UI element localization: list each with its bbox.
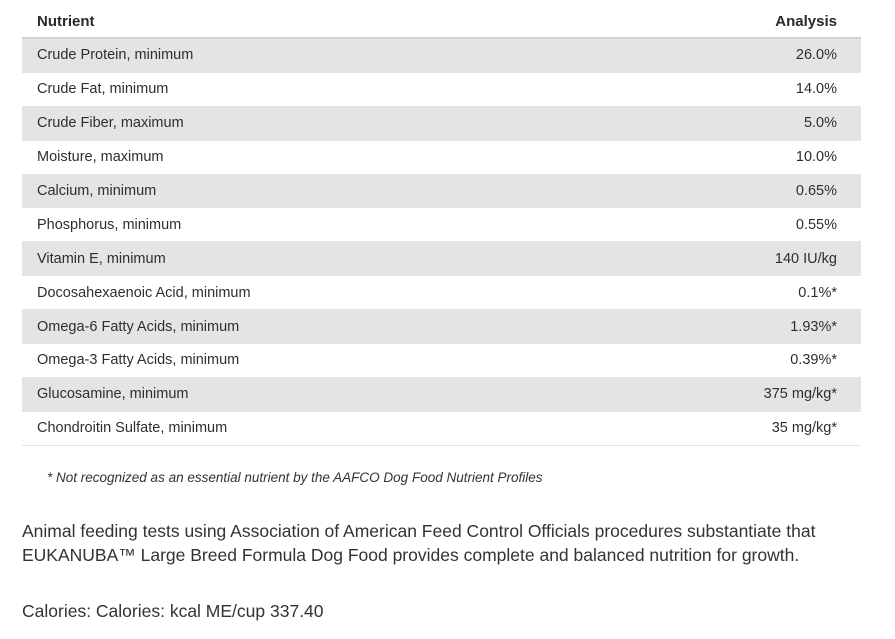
nutrient-value: 10.0% xyxy=(795,149,837,166)
nutrient-name: Crude Protein, minimum xyxy=(37,47,194,64)
nutrient-name: Glucosamine, minimum xyxy=(37,386,189,403)
table-row xyxy=(22,276,861,310)
nutrient-name: Vitamin E, minimum xyxy=(37,250,166,267)
nutrient-name: Calcium, minimum xyxy=(37,183,157,199)
nutrient-name: Chondroitin Sulfate, minimum xyxy=(37,420,228,437)
table-row xyxy=(22,141,861,175)
nutrient-value: 14.0% xyxy=(795,81,837,98)
footnote: * Not recognized as an essential nutrient by the AAFCO Dog Food Nutrient Profiles xyxy=(47,470,543,485)
nutrient-value: 35 mg/kg* xyxy=(771,420,837,437)
table-row xyxy=(22,39,861,73)
nutrient-name: Omega-3 Fatty Acids, minimum xyxy=(37,352,240,369)
nutrient-value: 0.55% xyxy=(795,216,837,233)
nutrient-value: 375 mg/kg* xyxy=(763,386,837,403)
nutrient-value: 1.93%* xyxy=(790,318,837,335)
nutrient-name: Crude Fiber, maximum xyxy=(37,115,184,132)
table-row xyxy=(22,310,861,344)
table-row xyxy=(22,208,861,242)
nutrient-value: 5.0% xyxy=(803,115,837,132)
calories-info: Calories: Calories: kcal ME/cup 337.40 xyxy=(22,601,324,621)
table-row xyxy=(22,344,861,378)
table-body xyxy=(22,39,861,446)
nutrient-value: 140 IU/kg xyxy=(774,250,837,267)
table-row xyxy=(22,107,861,141)
nutrient-name: Docosahexaenoic Acid, minimum xyxy=(37,284,251,301)
nutrient-name: Moisture, maximum xyxy=(37,149,164,166)
table-row xyxy=(22,242,861,276)
header-nutrient: Nutrient xyxy=(37,13,95,30)
table-row xyxy=(22,378,861,412)
nutrient-name: Crude Fat, minimum xyxy=(37,81,169,98)
table-row xyxy=(22,412,861,446)
nutrient-name: Omega-6 Fatty Acids, minimum xyxy=(37,318,240,335)
nutrient-name: Phosphorus, minimum xyxy=(37,216,182,233)
table-row xyxy=(22,73,861,107)
nutrient-value: 0.1%* xyxy=(798,284,837,301)
nutrient-analysis-table xyxy=(22,6,861,446)
table-header xyxy=(22,6,861,39)
nutrient-value: 26.0% xyxy=(795,47,837,64)
table-row xyxy=(22,175,861,209)
nutrient-value: 0.65% xyxy=(795,183,837,199)
aafco-statement: Animal feeding tests using Association of American Feed Control Officials procedures substantiate that EUKANUBA™ Large Breed Formula Dog Food provides complete and balanced nutrition for growth. xyxy=(22,521,816,565)
nutrient-value: 0.39%* xyxy=(790,352,837,369)
header-analysis: Analysis xyxy=(775,13,837,30)
